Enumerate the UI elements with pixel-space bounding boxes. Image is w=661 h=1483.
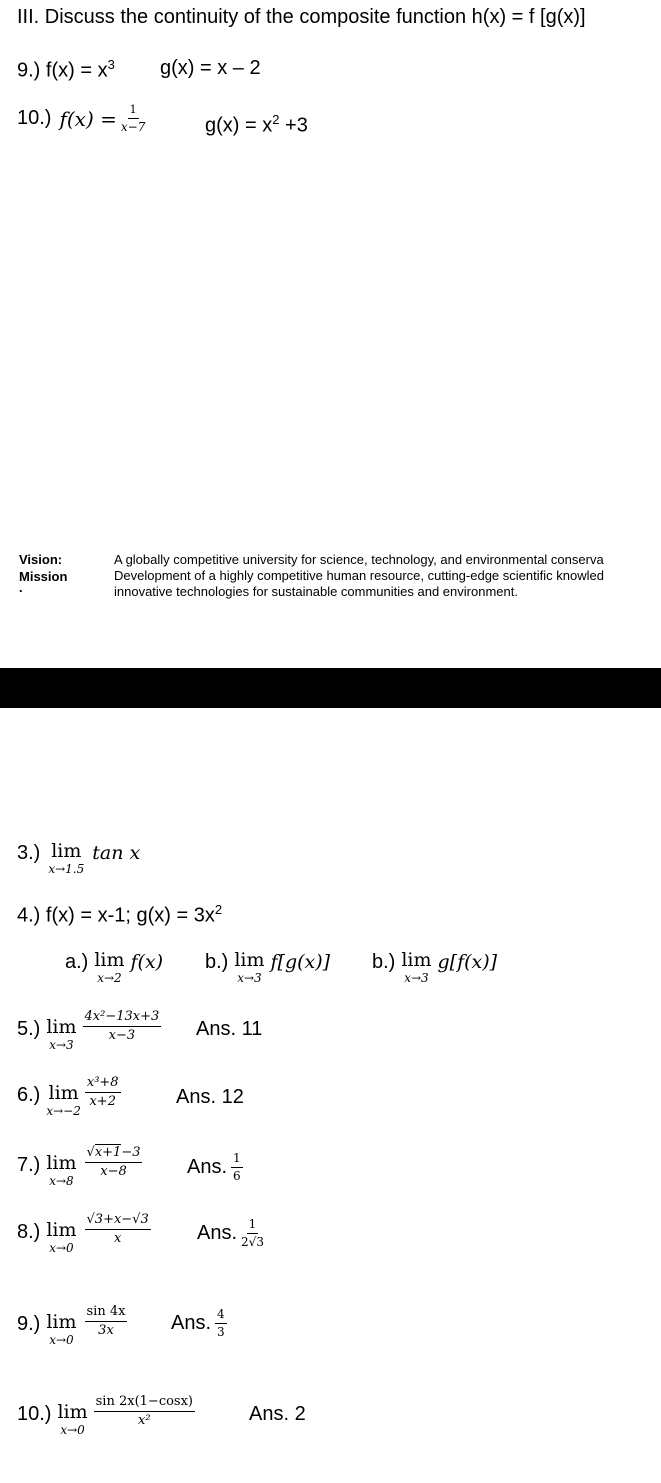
problem-3-subscript: x→1.5 bbox=[48, 862, 85, 876]
problem-4c-subscript: x→3 bbox=[404, 971, 429, 985]
problem-3-lim: lim bbox=[51, 840, 82, 862]
problem-7-lim: lim bbox=[46, 1152, 77, 1174]
problem-8-label: 8.) bbox=[17, 1221, 41, 1243]
problem-7-answer-numerator: 1 bbox=[231, 1152, 243, 1168]
problem-10-g bbox=[205, 112, 308, 138]
problem-7-numerator bbox=[85, 1146, 143, 1163]
problem-8-fraction bbox=[85, 1213, 151, 1245]
problem-5-fraction bbox=[83, 1010, 162, 1042]
problem-9-fraction bbox=[85, 1305, 128, 1337]
section-heading: III. Discuss the continuity of the composite function h(x) = f [g(x)] bbox=[17, 6, 586, 28]
problem-9-g: g(x) = x – 2 bbox=[160, 57, 261, 79]
problem-10-limit-numerator: sin 2x(1−cosx) bbox=[94, 1395, 195, 1412]
problem-8-answer-denominator: 2√3 bbox=[241, 1234, 264, 1249]
problem-4-text: 4.) f(x) = x-1; g(x) = 3x bbox=[17, 904, 215, 927]
problem-9-answer-denominator: 3 bbox=[217, 1324, 225, 1339]
problem-4b-lim: lim bbox=[234, 949, 265, 971]
problem-10-limit-fraction bbox=[94, 1395, 195, 1427]
problem-5-answer: Ans. 11 bbox=[196, 1018, 263, 1040]
problem-4a-lim: lim bbox=[94, 949, 125, 971]
problem-4c-lim: lim bbox=[401, 949, 432, 971]
mission-text-line-1: Development of a highly competitive human resource, cutting-edge scientific knowled bbox=[114, 568, 604, 583]
problem-7-fraction bbox=[85, 1146, 143, 1178]
problem-5-limit bbox=[46, 1018, 76, 1051]
problem-8-answer bbox=[197, 1218, 264, 1248]
problem-10-limit bbox=[57, 1403, 87, 1436]
problem-4a-subscript: x→2 bbox=[97, 971, 122, 985]
problem-8-denominator: x bbox=[113, 1230, 122, 1246]
problem-10-limit-label: 10.) bbox=[17, 1403, 52, 1425]
problem-9-label: 9.) bbox=[17, 1313, 41, 1335]
problem-7-answer-label: Ans. bbox=[187, 1155, 228, 1178]
problem-7 bbox=[17, 1146, 142, 1187]
problem-7-label: 7.) bbox=[17, 1154, 41, 1176]
problem-5 bbox=[17, 1010, 161, 1051]
problem-10-lim: lim bbox=[57, 1401, 88, 1423]
mission-label: Mission bbox=[19, 569, 68, 584]
problem-10-label: 10.) bbox=[17, 107, 52, 130]
problem-8-subscript: x→0 bbox=[49, 1241, 74, 1255]
problem-6-limit bbox=[46, 1084, 81, 1117]
problem-4a-label: a.) bbox=[65, 951, 89, 973]
problem-9-lim: lim bbox=[46, 1311, 77, 1333]
problem-9-answer-label: Ans. bbox=[171, 1311, 212, 1334]
problem-10-answer: Ans. 2 bbox=[249, 1403, 306, 1425]
problem-8-numerator: √3+x−√3 bbox=[85, 1213, 151, 1230]
problem-6-numerator: x³+8 bbox=[85, 1076, 121, 1093]
problem-10-f-lhs: f(x) = bbox=[59, 106, 117, 131]
problem-6 bbox=[17, 1076, 121, 1117]
problem-4c-limit bbox=[401, 951, 431, 984]
problem-8-answer-label: Ans. bbox=[197, 1221, 238, 1244]
problem-9-answer-numerator: 4 bbox=[215, 1308, 227, 1324]
problem-4c-expression: g[f(x)] bbox=[437, 951, 498, 973]
problem-10-limit-item bbox=[17, 1395, 195, 1436]
problem-7-numerator-tail: −3 bbox=[121, 1145, 141, 1160]
problem-7-radicand: x+1 bbox=[94, 1145, 122, 1160]
problem-5-label: 5.) bbox=[17, 1018, 41, 1040]
problem-3 bbox=[17, 842, 140, 875]
problem-9-numerator: sin 4x bbox=[85, 1305, 128, 1322]
problem-8-answer-fraction bbox=[241, 1218, 264, 1248]
problem-8-limit bbox=[46, 1221, 76, 1254]
problem-4c bbox=[372, 951, 497, 984]
problem-8-lim: lim bbox=[46, 1219, 77, 1241]
problem-4-exponent: 2 bbox=[214, 902, 223, 917]
problem-5-subscript: x→3 bbox=[49, 1038, 74, 1052]
problem-6-denominator: x+2 bbox=[89, 1093, 116, 1109]
problem-10-g-exponent: 2 bbox=[272, 112, 280, 127]
problem-9-answer bbox=[171, 1308, 227, 1338]
problem-9-denominator: 3x bbox=[98, 1322, 114, 1338]
problem-7-answer-fraction bbox=[231, 1152, 243, 1182]
problem-9-limit-item bbox=[17, 1305, 127, 1346]
problem-6-answer: Ans. 12 bbox=[176, 1086, 244, 1108]
problem-4a-expression: f(x) bbox=[130, 951, 164, 973]
problem-7-subscript: x→8 bbox=[49, 1174, 74, 1188]
vision-text: A globally competitive university for science, technology, and environmental conserva bbox=[114, 552, 604, 567]
problem-7-radical-sign: √ bbox=[86, 1145, 95, 1160]
problem-9-subscript: x→0 bbox=[49, 1333, 74, 1347]
page-divider-bar bbox=[0, 668, 661, 708]
problem-6-label: 6.) bbox=[17, 1084, 41, 1106]
footer-dot: . bbox=[19, 580, 23, 595]
mission-text-line-2: innovative technologies for sustainable communities and environment. bbox=[114, 584, 518, 599]
problem-5-denominator: x−3 bbox=[108, 1027, 136, 1043]
problem-8-answer-numerator: 1 bbox=[247, 1218, 259, 1234]
problem-4b-subscript: x→3 bbox=[237, 971, 262, 985]
problem-6-lim: lim bbox=[48, 1082, 79, 1104]
problem-9-limit bbox=[46, 1313, 76, 1346]
problem-4a bbox=[65, 951, 163, 984]
problem-10-numerator: 1 bbox=[128, 104, 139, 119]
problem-7-answer bbox=[187, 1152, 243, 1182]
problem-10-g-tail: +3 bbox=[279, 114, 308, 137]
problem-4b-expression: f[g(x)] bbox=[270, 951, 331, 973]
problem-4a-limit bbox=[94, 951, 124, 984]
problem-6-fraction bbox=[85, 1076, 121, 1108]
problem-9-f bbox=[17, 57, 115, 83]
problem-9-f-text: 9.) f(x) = x bbox=[17, 59, 108, 82]
problem-10-subscript: x→0 bbox=[60, 1423, 85, 1437]
problem-9-f-exponent: 3 bbox=[107, 57, 115, 72]
problem-10-limit-denominator: x² bbox=[138, 1412, 151, 1428]
problem-7-limit bbox=[46, 1154, 76, 1187]
problem-7-answer-denominator: 6 bbox=[233, 1168, 241, 1183]
problem-9-answer-fraction bbox=[215, 1308, 227, 1338]
problem-3-label: 3.) bbox=[17, 842, 41, 864]
problem-7-denominator: x−8 bbox=[100, 1163, 127, 1179]
problem-4b-label: b.) bbox=[205, 951, 229, 973]
problem-3-limit bbox=[48, 842, 84, 875]
problem-5-lim: lim bbox=[46, 1016, 77, 1038]
problem-10-denominator: x−7 bbox=[120, 119, 146, 134]
problem-4 bbox=[17, 902, 222, 928]
problem-4b bbox=[205, 951, 330, 984]
problem-6-subscript: x→−2 bbox=[46, 1104, 81, 1118]
problem-8 bbox=[17, 1213, 151, 1254]
problem-10-g-text: g(x) = x bbox=[205, 114, 273, 137]
problem-10-fraction bbox=[121, 104, 145, 133]
problem-5-numerator: 4x²−13x+3 bbox=[83, 1010, 162, 1027]
problem-10-f bbox=[17, 104, 145, 133]
problem-3-expression: tan x bbox=[92, 842, 141, 864]
problem-4c-label: b.) bbox=[372, 951, 396, 973]
problem-4b-limit bbox=[234, 951, 264, 984]
vision-label: Vision: bbox=[19, 552, 63, 567]
